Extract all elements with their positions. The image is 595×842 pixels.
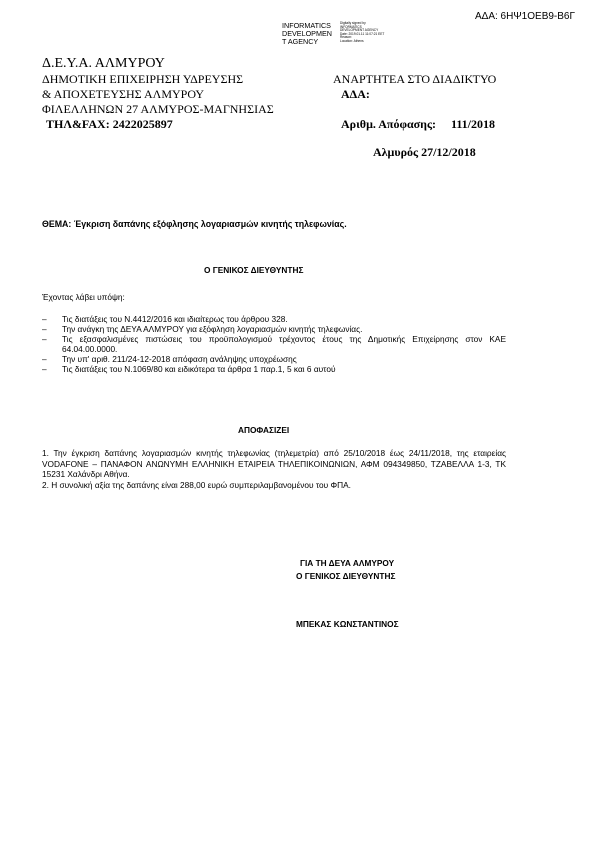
- signature-detail-line: Location: Athens: [340, 38, 364, 43]
- signature-detail-line: DEVELOPMENT AGENCY: [340, 28, 379, 33]
- signature-detail-line: Reason:: [340, 35, 352, 40]
- decision-date: Αλμυρός 27/12/2018: [373, 145, 476, 159]
- considerations-list: [42, 314, 506, 374]
- list-item-text: Τις εξασφαλισμένες πιστώσεις του προϋπολογισμού τρέχοντος έτους της Δημοτικής Επιχείρησης στον ΚΑΕ 64.04.00.0000.: [62, 334, 506, 354]
- ada-code-top: ΑΔΑ: 6ΗΨ1ΟΕΒ9-Β6Γ: [474, 11, 575, 22]
- subject: ΘΕΜΑ: Έγκριση δαπάνης εξόφλησης λογαριασμών κινητής τηλεφωνίας.: [42, 219, 347, 229]
- list-item-text: Τις διατάξεις του Ν.4412/2016 και ιδιαίτερως του άρθρου 328.: [62, 314, 288, 324]
- org-line-1: ΔΗΜΟΤΙΚΗ ΕΠΙΧΕΙΡΗΣΗ ΥΔΡΕΥΣΗΣ: [42, 72, 244, 86]
- decision-number: 111/2018: [451, 117, 496, 131]
- signature-logo: [282, 22, 332, 46]
- list-item: [42, 354, 506, 364]
- signatory-name: ΜΠΕΚΑΣ ΚΩΝΣΤΑΝΤΙΝΟΣ: [296, 619, 399, 629]
- list-item-text: Την ανάγκη της ΔΕΥΑ ΑΛΜΥΡΟΥ για εξόφληση λογαριασμών κινητής τηλεφωνίας.: [62, 324, 363, 334]
- signature-detail-line: Digitally signed by: [340, 21, 366, 25]
- dash-bullet: –: [42, 324, 47, 334]
- signature-detail-line: INFORMATICS: [340, 24, 362, 29]
- dash-bullet: –: [42, 364, 47, 374]
- list-item: [42, 364, 506, 374]
- decides-heading: ΑΠΟΦΑΣΙΖΕΙ: [238, 425, 290, 435]
- signature-detail-line: Date: 2019.01.11 11:07:21 EET: [340, 31, 385, 36]
- signature-details: [340, 22, 384, 44]
- logo-line: DEVELOPMEN: [282, 29, 332, 38]
- decision-number-label: Αριθμ. Απόφασης:: [341, 117, 437, 131]
- decision-paragraph-1: 1. Την έγκριση δαπάνης λογαριασμών κινητής τηλεφωνίας (τηλεμετρία) από 25/10/2018 έως 24/11/2018, της εταιρείας VODAFONE – ΠΑΝΑΦΟΝ ΑΝΩΝΥΜΗ ΕΛΛΗΝΙΚΗ ΕΤΑΙΡΕΙΑ ΤΗΛΕΠΙΚΟΙΝΩΝΙΩΝ, ΑΦΜ 094349850, ΤΖΑΒΕΛΛΑ 1-3, ΤΚ 15231 Χαλάνδρι Αθήνα.: [42, 448, 506, 479]
- org-line-2: & ΑΠΟΧΕΤΕΥΣΗΣ ΑΛΜΥΡΟΥ: [42, 87, 205, 101]
- director-title: Ο ΓΕΝΙΚΟΣ ΔΙΕΥΘΥΝΤΗΣ: [204, 265, 304, 275]
- dash-bullet: –: [42, 314, 47, 324]
- org-name: Δ.Ε.Υ.Α. ΑΛΜΥΡΟΥ: [42, 56, 165, 71]
- dash-bullet: –: [42, 354, 47, 364]
- org-phone: ΤΗΛ&FAX: 2422025897: [46, 117, 173, 131]
- dash-bullet: –: [42, 334, 47, 344]
- ada-label: ΑΔΑ:: [341, 87, 370, 101]
- list-item-text: Την υπ' αριθ. 211/24-12-2018 απόφαση ανάληψης υποχρέωσης: [62, 354, 297, 364]
- list-item: [42, 314, 506, 324]
- list-item: [42, 334, 506, 354]
- list-item-text: Τις διατάξεις του Ν.1069/80 και ειδικότερα τα άρθρα 1 παρ.1, 5 και 6 αυτού: [62, 364, 336, 374]
- logo-line: INFORMATICS: [282, 21, 331, 30]
- posted-notice: ΑΝΑΡΤΗΤΕΑ ΣΤΟ ΔΙΑΔΙΚΤΥΟ: [333, 72, 497, 86]
- signature-title: Ο ΓΕΝΙΚΟΣ ΔΙΕΥΘΥΝΤΗΣ: [296, 571, 396, 581]
- signature-for: ΓΙΑ ΤΗ ΔΕΥΑ ΑΛΜΥΡΟΥ: [300, 558, 395, 568]
- list-item: [42, 324, 506, 334]
- logo-line: T AGENCY: [282, 37, 319, 46]
- considering-label: Έχοντας λάβει υπόψη:: [42, 292, 125, 302]
- org-address: ΦΙΛΕΛΛΗΝΩΝ 27 ΑΛΜΥΡΟΣ-ΜΑΓΝΗΣΙΑΣ: [42, 102, 274, 116]
- decision-paragraph-2: 2. Η συνολική αξία της δαπάνης είναι 288,00 ευρώ συμπεριλαμβανομένου του ΦΠΑ.: [42, 480, 351, 490]
